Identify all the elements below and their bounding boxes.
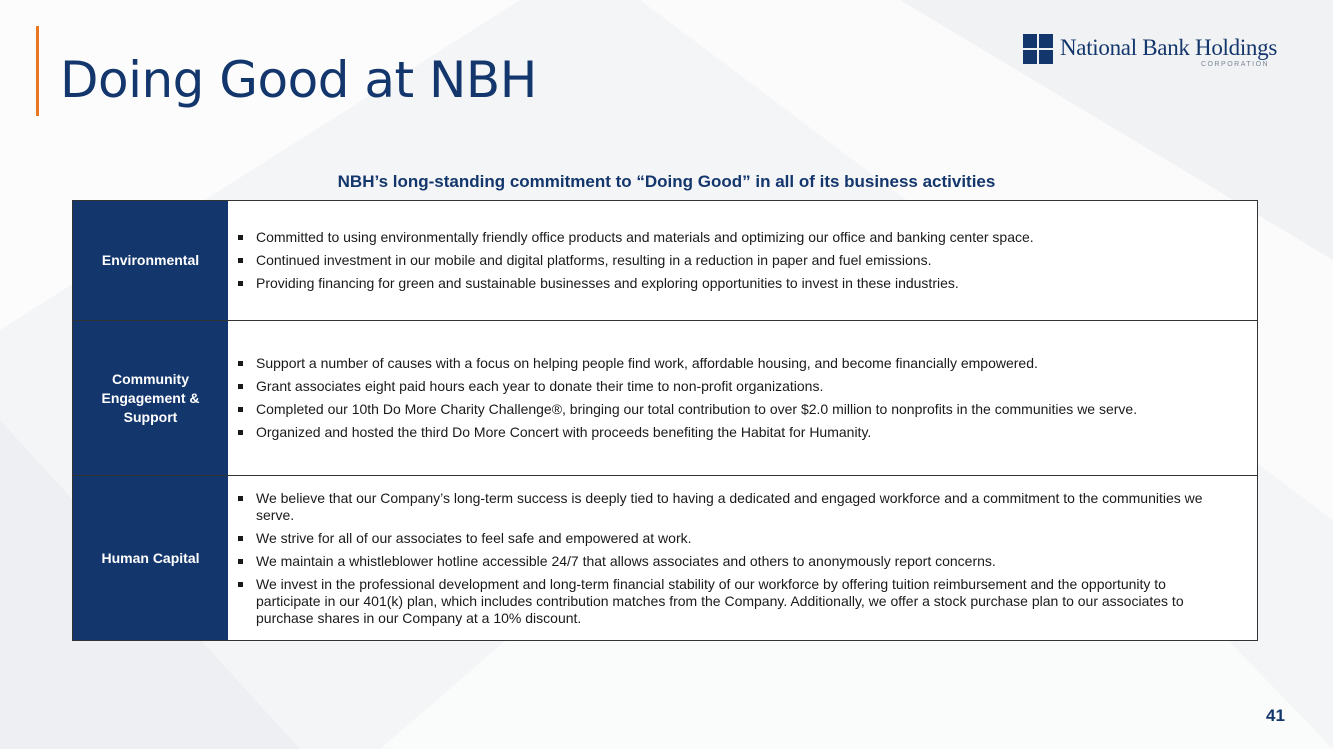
page-number: 41 [1266,706,1285,725]
list-item-text: Providing financing for green and sustainable businesses and exploring opportunities to invest in these industries. [256,275,959,291]
list-item-text: Completed our 10th Do More Charity Challenge®, bringing our total contribution to over $2.0 million to nonprofits in the communities we serve. [256,401,1138,417]
list-item [256,424,1233,441]
bullet-list [256,484,1233,633]
list-item [256,553,1233,570]
table-row-community [73,321,1257,476]
row-header: Community Engagement & Support [73,321,228,475]
square-bullet-icon [238,235,243,240]
square-bullet-icon [238,384,243,389]
bullet-list [256,349,1233,447]
row-header: Human Capital [73,476,228,640]
commitment-table [72,200,1258,641]
list-item-text: We maintain a whistleblower hotline accessible 24/7 that allows associates and others to anonymously report concerns. [256,552,996,569]
bullet-list [256,223,1233,298]
list-item [256,530,1233,547]
list-item-text: Organized and hosted the third Do More Concert with proceeds benefiting the Habitat for Humanity. [256,424,872,440]
list-item-text: Committed to using environmentally friendly office products and materials and optimizing our office and banking center space. [256,229,1034,245]
list-item-text: We strive for all of our associates to feel safe and empowered at work. [256,529,692,546]
row-content [228,476,1257,640]
title-accent-bar [36,26,39,116]
list-item [256,229,1233,246]
company-logo [1023,32,1293,72]
list-item-text: Continued investment in our mobile and digital platforms, resulting in a reduction in paper and fuel emissions. [256,252,932,268]
row-content [228,321,1257,475]
list-item [256,401,1233,418]
list-item [256,275,1233,292]
square-bullet-icon [238,536,243,541]
list-item-text: We believe that our Company’s long-term success is deeply tied to having a dedicated and engaged workforce and a commitment to the communities we serve. [256,489,1203,523]
square-bullet-icon [238,407,243,412]
list-item-text: We invest in the professional development and long-term financial stability of our workforce by offering tuition reimbursement and the opportunity to participate in our 401(k) plan, which includes contribution matches from the Company. Additionally, we offer a stock purchase plan to our associates to purchase shares in our Company at a 10% discount. [256,575,1184,626]
square-bullet-icon [238,496,243,501]
list-item [256,490,1233,524]
square-bullet-icon [238,559,243,564]
table-row-human-capital [73,476,1257,641]
table-row-environmental [73,201,1257,321]
square-bullet-icon [238,258,243,263]
list-item [256,576,1233,627]
logo-name: National Bank Holdings [1060,35,1277,60]
slide-title: Doing Good at NBH [60,51,537,109]
four-square-grid-icon [1023,34,1053,64]
row-content [228,201,1257,320]
list-item [256,355,1233,372]
square-bullet-icon [238,361,243,366]
list-item [256,252,1233,269]
square-bullet-icon [238,430,243,435]
list-item-text: Grant associates eight paid hours each year to donate their time to non-profit organizations. [256,378,824,394]
list-item [256,378,1233,395]
list-item-text: Support a number of causes with a focus on helping people find work, affordable housing, and become financially empowered. [256,355,1038,371]
slide-subtitle: NBH’s long-standing commitment to “Doing Good” in all of its business activities [337,172,996,191]
logo-subtitle: CORPORATION [1201,61,1270,68]
square-bullet-icon [238,582,243,587]
square-bullet-icon [238,281,243,286]
row-header: Environmental [73,201,228,320]
